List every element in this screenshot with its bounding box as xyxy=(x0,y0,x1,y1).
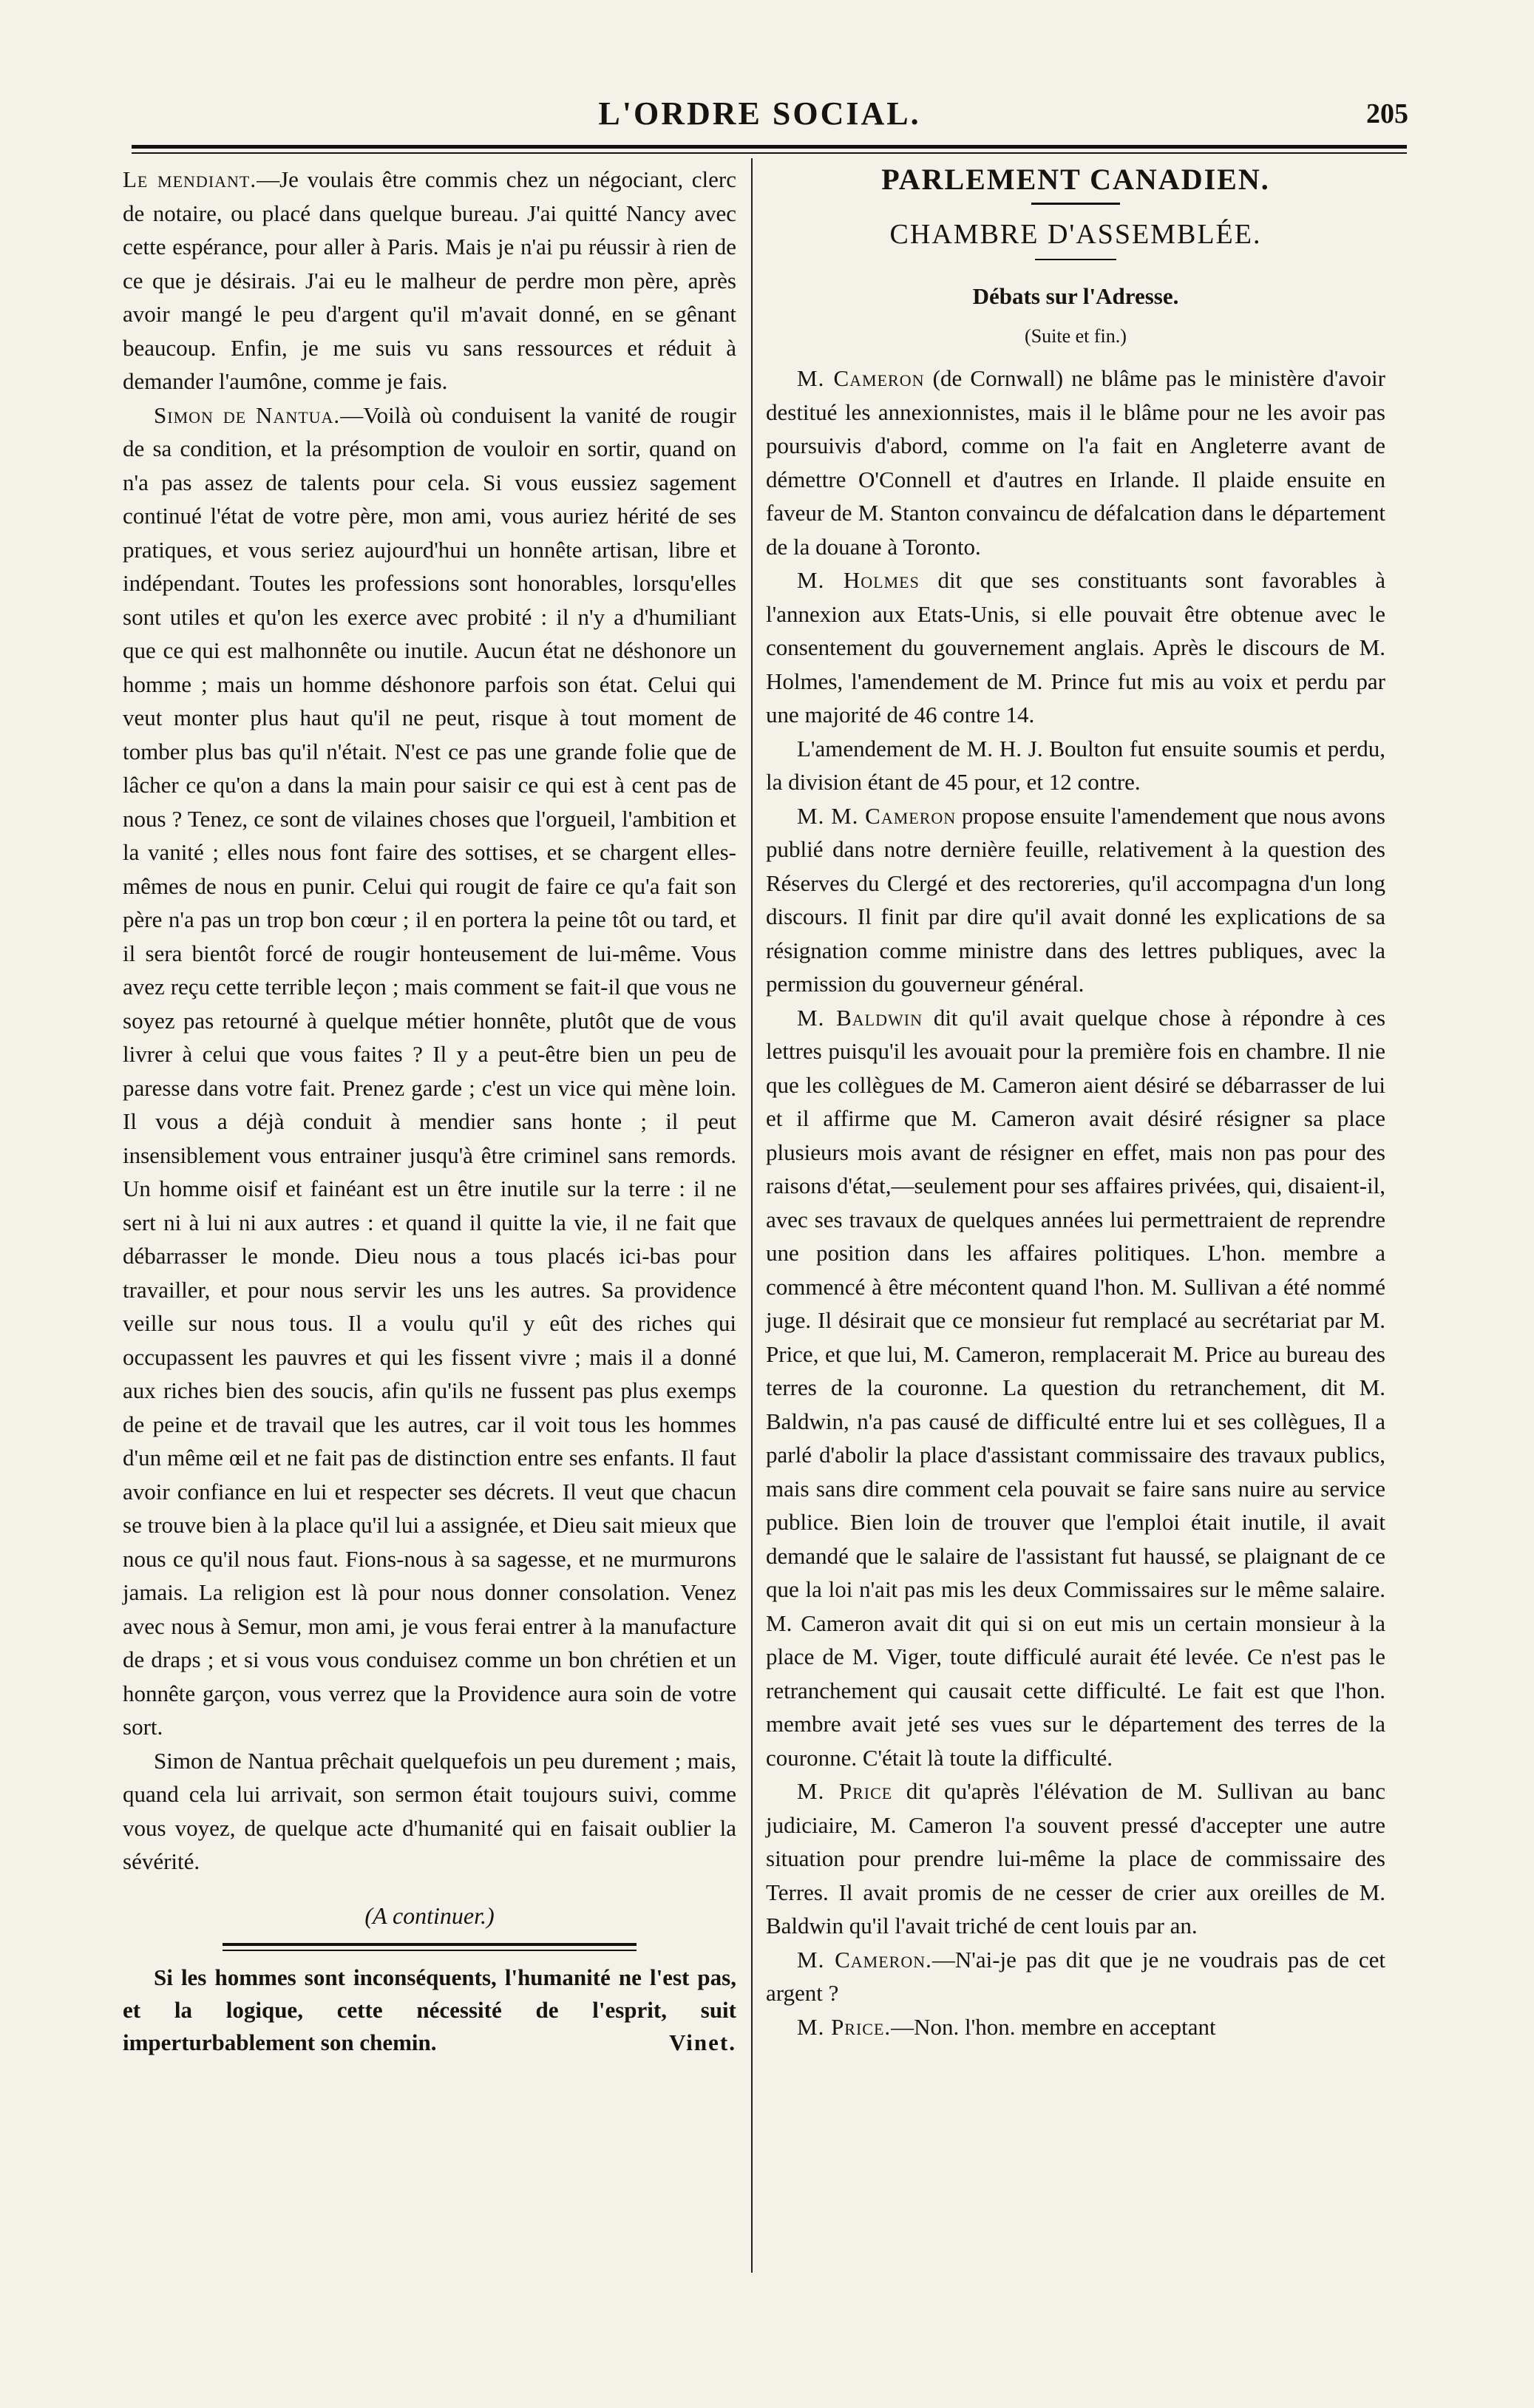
page-header xyxy=(111,95,1408,139)
column-divider xyxy=(751,158,753,2273)
paragraph-holmes xyxy=(766,563,1385,732)
paragraph-mendiant xyxy=(123,163,736,398)
left-column xyxy=(123,163,736,2059)
section-subtitle: CHAMBRE D'ASSEMBLÉE. xyxy=(889,218,1262,250)
paragraph-cameron-reply xyxy=(766,1943,1385,2010)
speaker-name: M. Price. xyxy=(797,2013,892,2040)
section-title: PARLEMENT CANADIEN. xyxy=(881,163,1270,196)
header-rule-thin xyxy=(132,152,1407,154)
speaker-simon: Simon de Nantua. xyxy=(154,401,341,428)
speaker-mendiant: Le mendiant. xyxy=(123,166,257,192)
quote-author: Vinet. xyxy=(669,2029,736,2055)
paragraph-baldwin xyxy=(766,1001,1385,1775)
speaker-name: M. Baldwin xyxy=(797,1004,923,1031)
debate-note: (Suite et fin.) xyxy=(1025,325,1127,347)
speaker-name: M. M. Cameron xyxy=(797,802,957,829)
running-title: L'ORDRE SOCIAL. xyxy=(598,95,921,132)
decorative-rule xyxy=(1031,203,1120,205)
paragraph-boulton: L'amendement de M. H. J. Boulton fut ensuite soumis et perdu, la division étant de 45 pour, et 12 contre. xyxy=(766,735,1385,795)
paragraph-text: dit qu'il avait quelque chose à répondre à ces lettres puisqu'il les avouait pour la première fois en chambre. Il nie que les collègues de M. Cameron aient désiré se débarrasser de lui et il affirme que M. Cameron avait désiré résigner sa place plusieurs mois avant de résigner en effet, mais non pas pour des raisons d'état,—seulement pour ses affaires privées, qui, disaient-il, avec ses travaux de quelques années lui permettraient de reprendre une position dans les affaires politiques. L'hon. membre a commencé à être mécontent quand l'hon. M. Sullivan a été nommé juge. Il désirait que ce monsieur fut remplacé au secrétariat par M. Price, et que lui, M. Cameron, remplacerait M. Price au bureau des terres de la couronne. La question du retranchement, dit M. Baldwin, n'a pas causé de difficulté entre lui et ses collègues, Il a parlé d'abolir la place d'assistant commissaire des travaux publics, mais sans dire comment cela pouvait se faire sans nuire au service publice. Bien loin de trouver que l'emploi était inutile, il avait demandé que le salaire de l'assistant fut haussé, se plaignant de ce que la loi n'ait pas mis les deux Commissaires sur le même salaire. M. Cameron avait dit qui si on eut mis un certain monsieur à la place de M. Viger, toute difficulé aurait été levée. Ce n'est pas le retranchement qui causait cette difficulté. Le fait est que l'hon. membre avait jeté ses vues sur le département des terres de la couronne. C'était là toute la difficulté. xyxy=(766,1004,1386,1771)
paragraph-text: dit que ses constituants sont favorables à l'annexion aux Etats-Unis, si elle pouvait être obtenue avec le consentement du gouvernement anglais. Après le discours de M. Holmes, l'amendement de M. Prince fut mis au voix et perdu par une majorité de 46 contre 14. xyxy=(766,567,1385,728)
speaker-name: M. Price xyxy=(797,1778,893,1804)
header-rule-thick xyxy=(132,145,1407,149)
speaker-name: M. Cameron. xyxy=(797,1946,932,1973)
speaker-name: M. Holmes xyxy=(797,567,920,593)
paragraph-text: —Je voulais être commis chez un négociant, clerc de notaire, ou placé dans quelque bureau. J'ai quitté Nancy avec cette espérance, pour aller à Paris. Mais je n'ai pu réussir à rien de ce que je désirais. J'ai eu le malheur de perdre mon père, après avoir mangé le peu d'argent qu'il m'avait donné, en se gênant beaucoup. Enfin, je me suis vu sans ressources et réduit à demander l'aumône, comme je fais. xyxy=(123,166,736,394)
paragraph-text: —Voilà où conduisent la vanité de rougir de sa condition, et la présomption de vouloir en sortir, quand on n'a pas assez de talents pour cela. Si vous eussiez sagement continué l'état de votre père, mon ami, vous auriez hérité de ses pratiques, et vous seriez aujourd'hui un honnête artisan, libre et indépendant. Toutes les professions sont honorables, lorsqu'elles sont utiles et qu'on les exerce avec probité : il n'y a d'humiliant que ce qui est malhonnête ou inutile. Aucun état ne déshonore un homme ; mais un homme déshonore parfois son état. Celui qui veut monter plus haut qu'il ne peut, risque à tout moment de tomber plus bas qu'il n'était. N'est ce pas une grande folie que de lâcher ce qu'on a dans la main pour saisir ce qui est à cent pas de nous ? Tenez, ce sont de vilaines choses que l'orgueil, l'ambition et la vanité ; elles nous font faire des sottises, et se chargent elles-mêmes de nous en punir. Celui qui rougit de faire ce qu'a fait son père n'a pas un trop bon cœur ; il en portera la peine tôt ou tard, et il sera bientôt forcé de rougir honteusement de lui-même. Vous avez reçu cette terrible leçon ; mais comment se fait-il que vous ne soyez pas retourné à quelque métier honnête, plutôt que de vous livrer à celui que vous faites ? Il y a peut-être bien un peu de paresse dans votre fait. Prenez garde ; c'est un vice qui mène loin. Il vous a déjà conduit à mendier sans honte ; il peut insensiblement vous entrainer jusqu'à être criminel sans remords. Un homme oisif et fainéant est un être inutile sur la terre : il ne sert ni à lui ni aux autres : et quand il quitte la vie, il ne fait que débarrasser le monde. Dieu nous a tous placés ici-bas pour travailler, et pour nous servir les uns les autres. Sa providence veille sur nous tous. Il a voulu qu'il y eût des riches qui occupassent les pauvres et qui les fissent vivre ; mais il a donné aux riches bien des soucis, afin qu'ils ne fussent pas plus exemps de peine et de travail que les autres, car il voit tous les hommes d'un même œil et ne fait pas de distinction entre ses enfants. Il faut avoir confiance en lui et respecter ses décrets. Il veut que chacun se trouve bien à la place qu'il lui a assignée, et Dieu sait mieux que nous ce qu'il nous faut. Fions-nous à sa sagesse, et ne murmurons jamais. La religion est là pour nous donner consolation. Venez avec nous à Semur, mon ami, je vous ferai entrer à la manufacture de draps ; et si vous vous conduisez comme un bon chrétien et un honnête garçon, vous verrez que la Providence aura soin de votre sort. xyxy=(123,401,736,1740)
page-number: 205 xyxy=(1366,98,1408,129)
right-column xyxy=(766,163,1385,2044)
paragraph-text: dit qu'après l'élévation de M. Sullivan au banc judiciaire, M. Cameron l'a souvent pressé d'accepter une autre situation pour prendre lui-même la place de commissaire des Terres. Il avait promis de ne cesser de crier aux oreilles de M. Baldwin qu'il l'avait triché de cent louis par an. xyxy=(766,1778,1385,1939)
paragraph-text: (de Cornwall) ne blâme pas le ministère d'avoir destitué les annexionnistes, mais il le blâme pour ne les avoir pas poursuivis d'abord, comme on l'a fait en Angleterre avant de démettre O'Connell et d'autres en Irlande. Il plaide ensuite en faveur de M. Stanton convaincu de défalcation dans le département de la douane à Toronto. xyxy=(766,365,1385,560)
double-rule-separator xyxy=(223,1943,637,1951)
short-rule xyxy=(1035,259,1116,260)
paragraph-price-reply xyxy=(766,2010,1385,2044)
to-be-continued: (A continuer.) xyxy=(364,1902,495,1929)
paragraph-m-cameron xyxy=(766,799,1385,1001)
paragraph-text: —Non. l'hon. membre en acceptant xyxy=(891,2013,1216,2040)
epigraph-quote xyxy=(123,1961,736,2059)
paragraph-price xyxy=(766,1774,1385,1943)
paragraph-conclusion: Simon de Nantua prêchait quelquefois un peu durement ; mais, quand cela lui arrivait, son sermon était toujours suivi, comme vous voyez, de quelque acte d'humanité qui en faisait oublier la sévérité. xyxy=(123,1747,736,1874)
paragraph-text: propose ensuite l'amendement que nous avons publié dans notre dernière feuille, relativement à la question des Réserves du Clergé et des rectoreries, qu'il accompagna d'un long discours. Il finit par dire qu'il avait donné les explications de sa résignation comme ministre dans des lettres publiques, avec la permission du gouverneur général. xyxy=(766,802,1385,997)
speaker-name: M. Cameron xyxy=(797,365,925,391)
paragraph-text: —N'ai-je pas dit que je ne voudrais pas de cet argent ? xyxy=(766,1946,1385,2006)
quote-text: Si les hommes sont inconséquents, l'humanité ne l'est pas, et la logique, cette nécessité de l'esprit, suit imperturbablement son chemin. xyxy=(123,1964,736,2055)
paragraph-simon xyxy=(123,398,736,1744)
debate-heading: Débats sur l'Adresse. xyxy=(972,283,1179,309)
paragraph-cameron xyxy=(766,362,1385,563)
